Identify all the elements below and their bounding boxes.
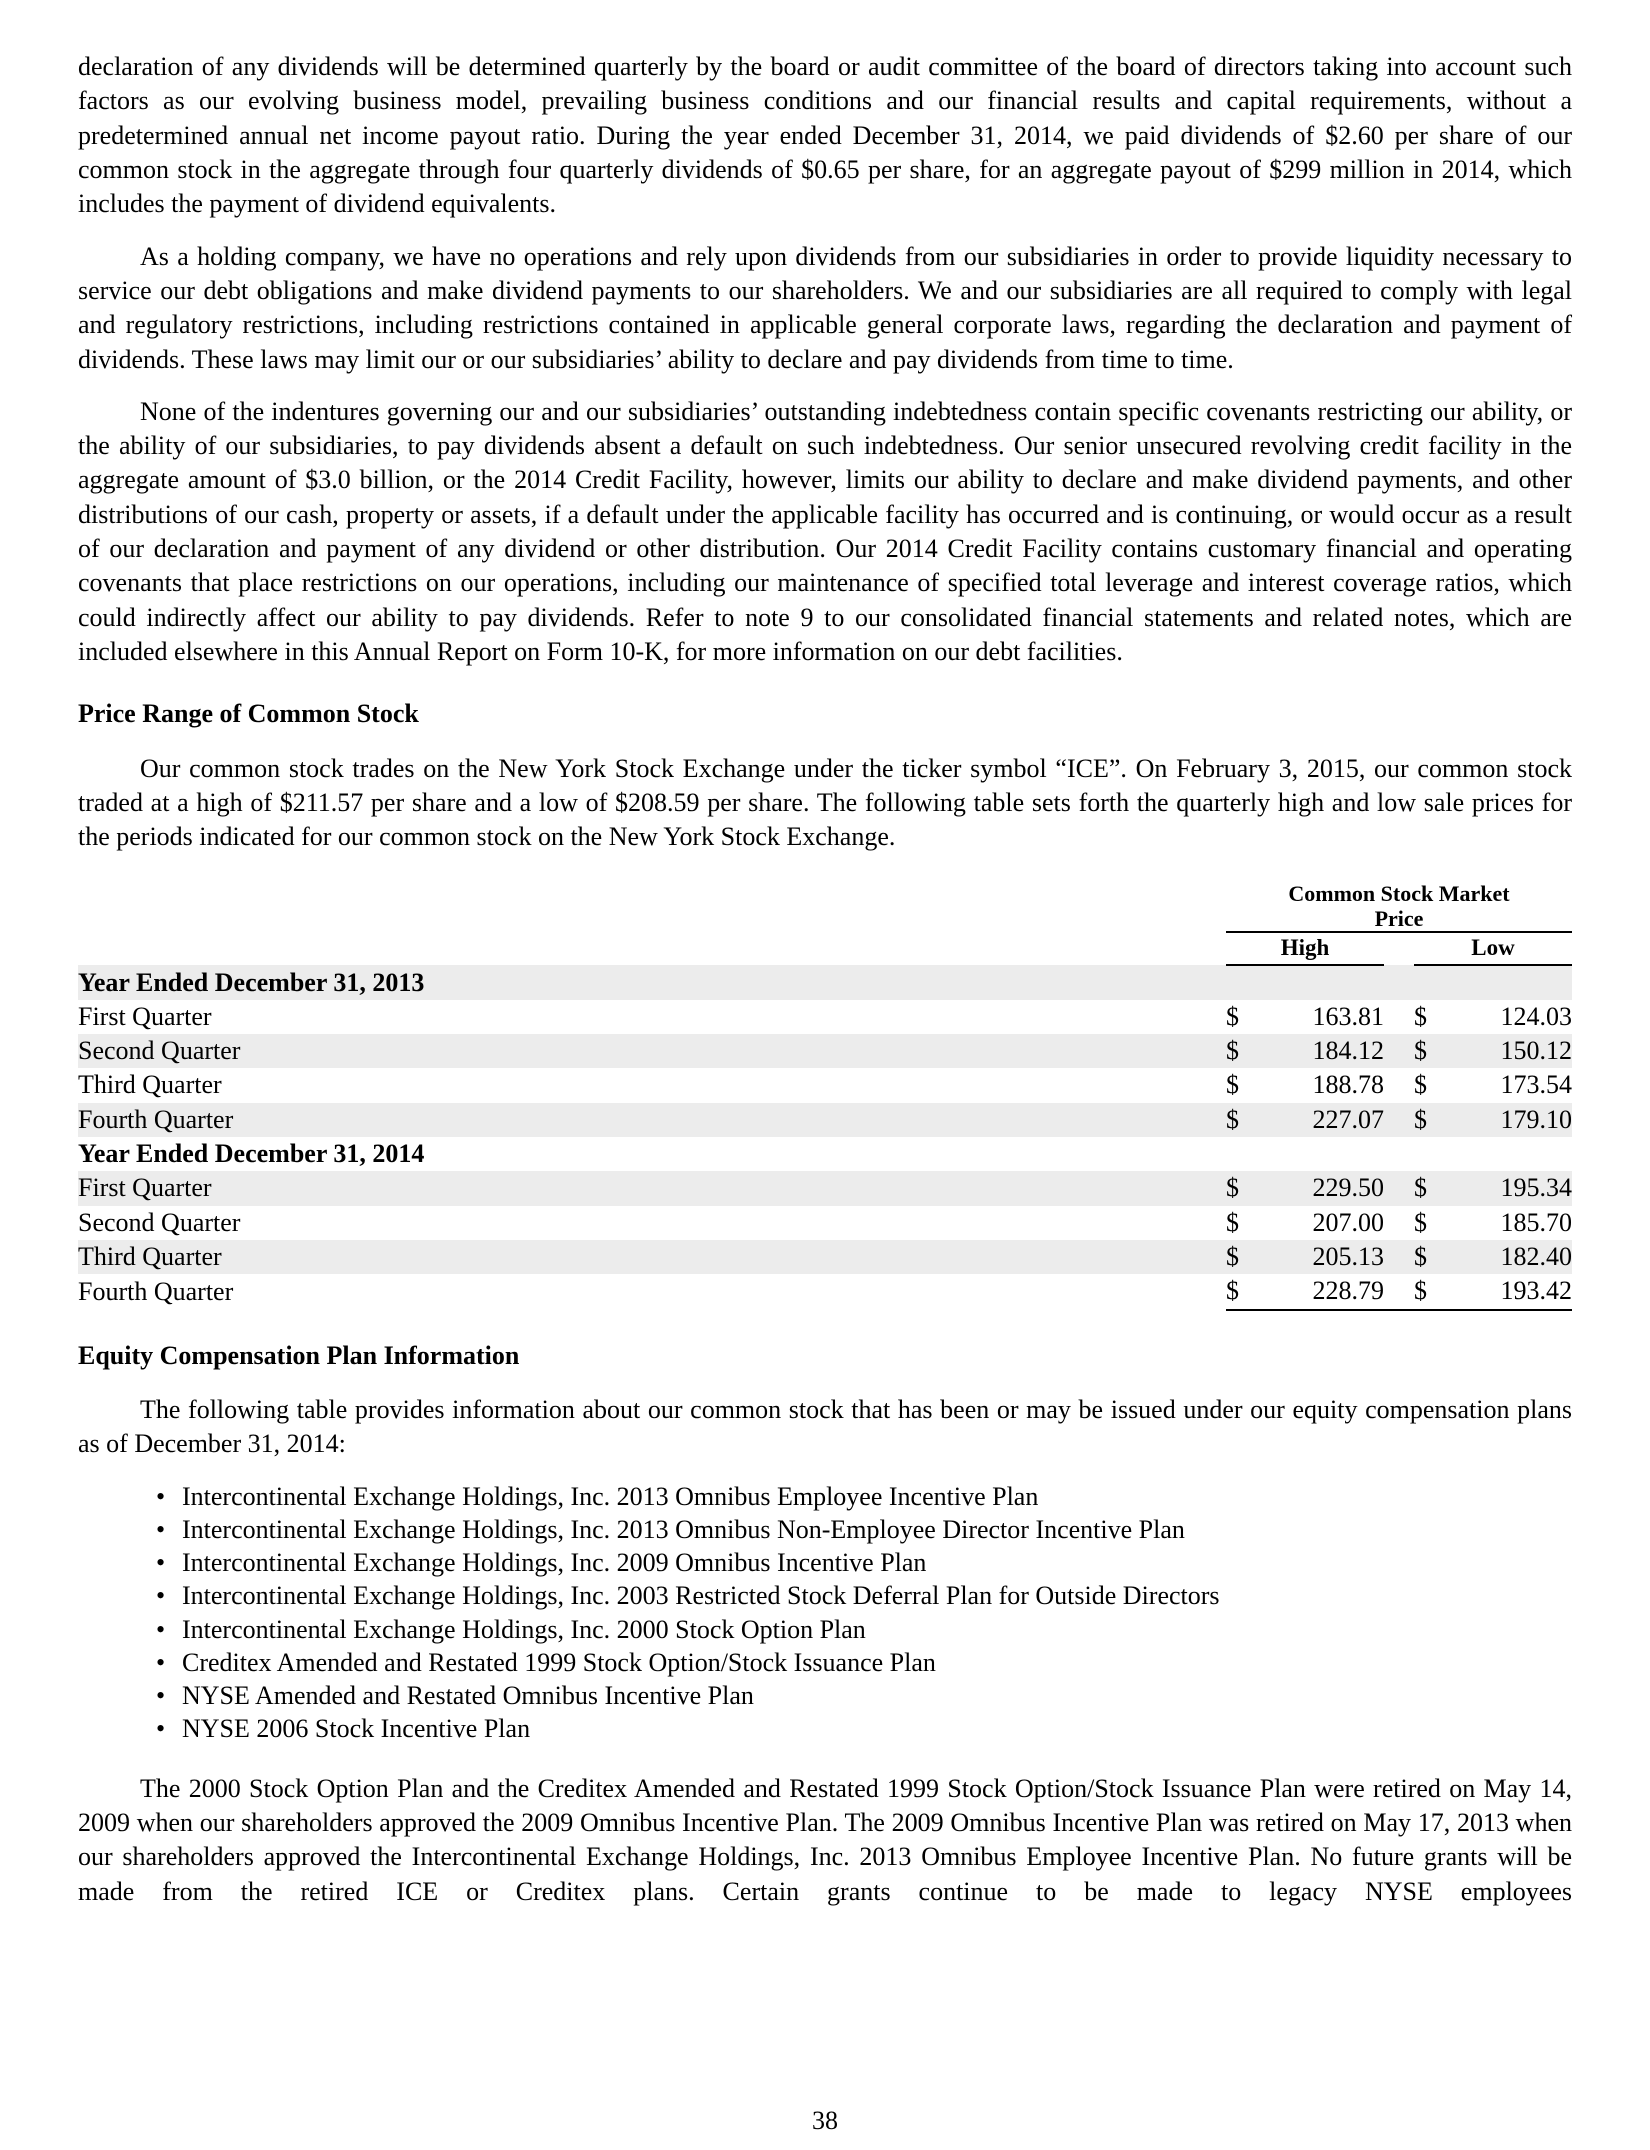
table-section-label: Year Ended December 31, 2013 bbox=[78, 967, 425, 997]
table-header-gap bbox=[1384, 932, 1414, 964]
table-cell-low-currency: $ bbox=[1414, 1036, 1427, 1066]
table-row bbox=[78, 1206, 1572, 1240]
table-cell-period: Fourth Quarter bbox=[78, 1277, 234, 1307]
table-cell-gap bbox=[1384, 1068, 1414, 1102]
paragraph-equity-plans-intro: The following table provides information about our common stock that has been or may be issued under our equity compensation plans as of December 31, 2014: bbox=[78, 1394, 1572, 1459]
table-cell-gap bbox=[1384, 1000, 1414, 1034]
table-row bbox=[78, 1034, 1572, 1068]
table-cell-low-currency: $ bbox=[1414, 1104, 1427, 1134]
table-row bbox=[78, 1171, 1572, 1205]
table-group-header-row bbox=[78, 881, 1572, 933]
stock-price-table-body bbox=[78, 965, 1572, 1310]
table-cell-gap bbox=[1384, 1171, 1414, 1205]
heading-price-range: Price Range of Common Stock bbox=[78, 699, 419, 729]
paragraph-stock-exchange: Our common stock trades on the New York Stock Exchange under the ticker symbol “ICE”. On February 3, 2015, our common stock traded at a high of $211.57 per share and a low of $208.59 per share. The following table sets forth the quarterly high and low sale prices for the periods indicated for our common stock on the New York Stock Exchange. bbox=[78, 753, 1572, 852]
table-cell-low-value: 124.03 bbox=[1500, 1001, 1572, 1031]
table-cell-period: Third Quarter bbox=[78, 1070, 222, 1100]
table-cell-gap bbox=[1384, 1240, 1414, 1274]
table-cell-period: Second Quarter bbox=[78, 1036, 241, 1066]
table-cell-high-value: 188.78 bbox=[1312, 1070, 1384, 1100]
table-cell-low-value: 173.54 bbox=[1500, 1070, 1572, 1100]
paragraph-retired-plans: The 2000 Stock Option Plan and the Creditex Amended and Restated 1999 Stock Option/Stock Issuance Plan were retired on May 14, 2009 when our shareholders approved the 2009 Omnibus Incentive Plan. The 2009 Omnibus Incentive Plan was retired on May 17, 2013 when our shareholders approved the Intercontinental Exchange Holdings, Inc. 2013 Omnibus Employee Incentive Plan. No future grants will be made from the retired ICE or Creditex plans. Certain grants continue to be made to legacy NYSE employees bbox=[78, 1773, 1572, 1906]
plan-list-item: • Intercontinental Exchange Holdings, Inc. 2000 Stock Option Plan bbox=[156, 1613, 1572, 1646]
table-column-header-row bbox=[78, 932, 1572, 964]
table-cell-low-value: 179.10 bbox=[1500, 1104, 1572, 1134]
table-cell-period: Fourth Quarter bbox=[78, 1104, 234, 1134]
table-cell-period: First Quarter bbox=[78, 1001, 212, 1031]
table-cell-low-value: 182.40 bbox=[1500, 1242, 1572, 1272]
table-cell-period: Second Quarter bbox=[78, 1207, 241, 1237]
plan-list bbox=[78, 1480, 1572, 1746]
table-cell-low-currency: $ bbox=[1414, 1274, 1454, 1309]
table-header-spacer bbox=[78, 881, 1226, 933]
paragraph-indentures: None of the indentures governing our and our subsidiaries’ outstanding indebtedness contain specific covenants restricting our ability, or the ability of our subsidiaries, to pay dividends absent a default on such indebtedness. Our senior unsecured revolving credit facility in the aggregate amount of $3.0 billion, or the 2014 Credit Facility, however, limits our ability to declare and make dividend payments, and other distributions of our cash, property or assets, if a default under the applicable facility has occurred and is continuing, or would occur as a result of our declaration and payment of any dividend or other distribution. Our 2014 Credit Facility contains customary financial and operating covenants that place restrictions on our operations, including our maintenance of specified total leverage and interest coverage ratios, which could indirectly affect our ability to pay dividends. Refer to note 9 to our consolidated financial statements and related notes, which are included elsewhere in this Annual Report on Form 10-K, for more information on our debt facilities. bbox=[78, 396, 1572, 666]
table-cell-low-value: 150.12 bbox=[1500, 1036, 1572, 1066]
table-cell-period: Third Quarter bbox=[78, 1242, 222, 1272]
page-number: 38 bbox=[812, 2105, 838, 2135]
table-row bbox=[78, 1240, 1572, 1274]
table-cell-high-value: 229.50 bbox=[1312, 1173, 1384, 1203]
table-cell-high-value: 163.81 bbox=[1312, 1001, 1384, 1031]
table-cell-high-value: 228.79 bbox=[1266, 1274, 1384, 1309]
table-cell-high-currency: $ bbox=[1226, 1104, 1239, 1134]
table-group-header-label: Common Stock Market Price bbox=[1288, 880, 1510, 931]
plan-list-item: • NYSE 2006 Stock Incentive Plan bbox=[156, 1712, 1572, 1745]
plan-list-item: • Creditex Amended and Restated 1999 Stock Option/Stock Issuance Plan bbox=[156, 1646, 1572, 1679]
plan-list-item: • Intercontinental Exchange Holdings, Inc. 2013 Omnibus Non-Employee Director Incentive Plan bbox=[156, 1513, 1572, 1546]
table-cell-high-currency: $ bbox=[1226, 1207, 1239, 1237]
table-cell-gap bbox=[1384, 1034, 1414, 1068]
table-header-spacer bbox=[78, 932, 1226, 964]
column-header-high: High bbox=[1226, 932, 1384, 964]
table-section-label: Year Ended December 31, 2014 bbox=[78, 1139, 425, 1169]
table-cell-gap bbox=[1384, 1274, 1414, 1309]
table-row bbox=[78, 1274, 1572, 1309]
table-cell-high-currency: $ bbox=[1226, 1070, 1239, 1100]
table-cell-low-currency: $ bbox=[1414, 1207, 1427, 1237]
table-row bbox=[78, 1068, 1572, 1102]
table-cell-low-currency: $ bbox=[1414, 1070, 1427, 1100]
table-cell-low-value: 195.34 bbox=[1500, 1173, 1572, 1203]
table-cell-low-currency: $ bbox=[1414, 1242, 1427, 1272]
table-cell-low-value: 185.70 bbox=[1500, 1207, 1572, 1237]
table-cell-high-currency: $ bbox=[1226, 1242, 1239, 1272]
table-cell-low-value: 193.42 bbox=[1454, 1274, 1572, 1309]
table-cell-low-currency: $ bbox=[1414, 1001, 1427, 1031]
table-cell-high-currency: $ bbox=[1226, 1173, 1239, 1203]
table-cell-high-value: 227.07 bbox=[1312, 1104, 1384, 1134]
plan-list-item: • Intercontinental Exchange Holdings, Inc. 2003 Restricted Stock Deferral Plan for Outside Directors bbox=[156, 1579, 1572, 1612]
heading-equity-compensation: Equity Compensation Plan Information bbox=[78, 1340, 520, 1370]
plan-list-item: • NYSE Amended and Restated Omnibus Incentive Plan bbox=[156, 1679, 1572, 1712]
table-row bbox=[78, 1103, 1572, 1137]
stock-price-table-header bbox=[78, 881, 1572, 965]
column-header-low: Low bbox=[1414, 932, 1572, 964]
plan-list-item: • Intercontinental Exchange Holdings, Inc. 2013 Omnibus Employee Incentive Plan bbox=[156, 1480, 1572, 1513]
table-cell-high-value: 207.00 bbox=[1312, 1207, 1384, 1237]
table-cell-period: First Quarter bbox=[78, 1173, 212, 1203]
table-cell-low-currency: $ bbox=[1414, 1173, 1427, 1203]
stock-price-table bbox=[78, 881, 1572, 1311]
paragraph-dividend-policy: declaration of any dividends will be determined quarterly by the board or audit committee of the board of directors taking into account such factors as our evolving business model, prevailing business conditions and our financial results and capital requirements, without a predetermined annual net income payout ratio. During the year ended December 31, 2014, we paid dividends of $2.60 per share of our common stock in the aggregate through four quarterly dividends of $0.65 per share, for an aggregate payout of $299 million in 2014, which includes the payment of dividend equivalents. bbox=[78, 52, 1572, 219]
table-section-row bbox=[78, 965, 1572, 1000]
table-cell-high-value: 184.12 bbox=[1312, 1036, 1384, 1066]
plan-list-item: • Intercontinental Exchange Holdings, Inc. 2009 Omnibus Incentive Plan bbox=[156, 1546, 1572, 1579]
table-cell-high-currency: $ bbox=[1226, 1001, 1239, 1031]
table-cell-high-value: 205.13 bbox=[1312, 1242, 1384, 1272]
table-cell-high-currency: $ bbox=[1226, 1036, 1239, 1066]
table-section-row bbox=[78, 1137, 1572, 1171]
table-cell-gap bbox=[1384, 1206, 1414, 1240]
table-group-header bbox=[1226, 881, 1572, 933]
table-row bbox=[78, 1000, 1572, 1034]
paragraph-holding-company: As a holding company, we have no operations and rely upon dividends from our subsidiaries in order to provide liquidity necessary to service our debt obligations and make dividend payments to our shareholders. We and our subsidiaries are all required to comply with legal and regulatory restrictions, including restrictions contained in applicable general corporate laws, regarding the declaration and payment of dividends. These laws may limit our or our subsidiaries’ ability to declare and pay dividends from time to time. bbox=[78, 241, 1572, 374]
table-cell-high-currency: $ bbox=[1226, 1274, 1266, 1309]
table-cell-gap bbox=[1384, 1103, 1414, 1137]
